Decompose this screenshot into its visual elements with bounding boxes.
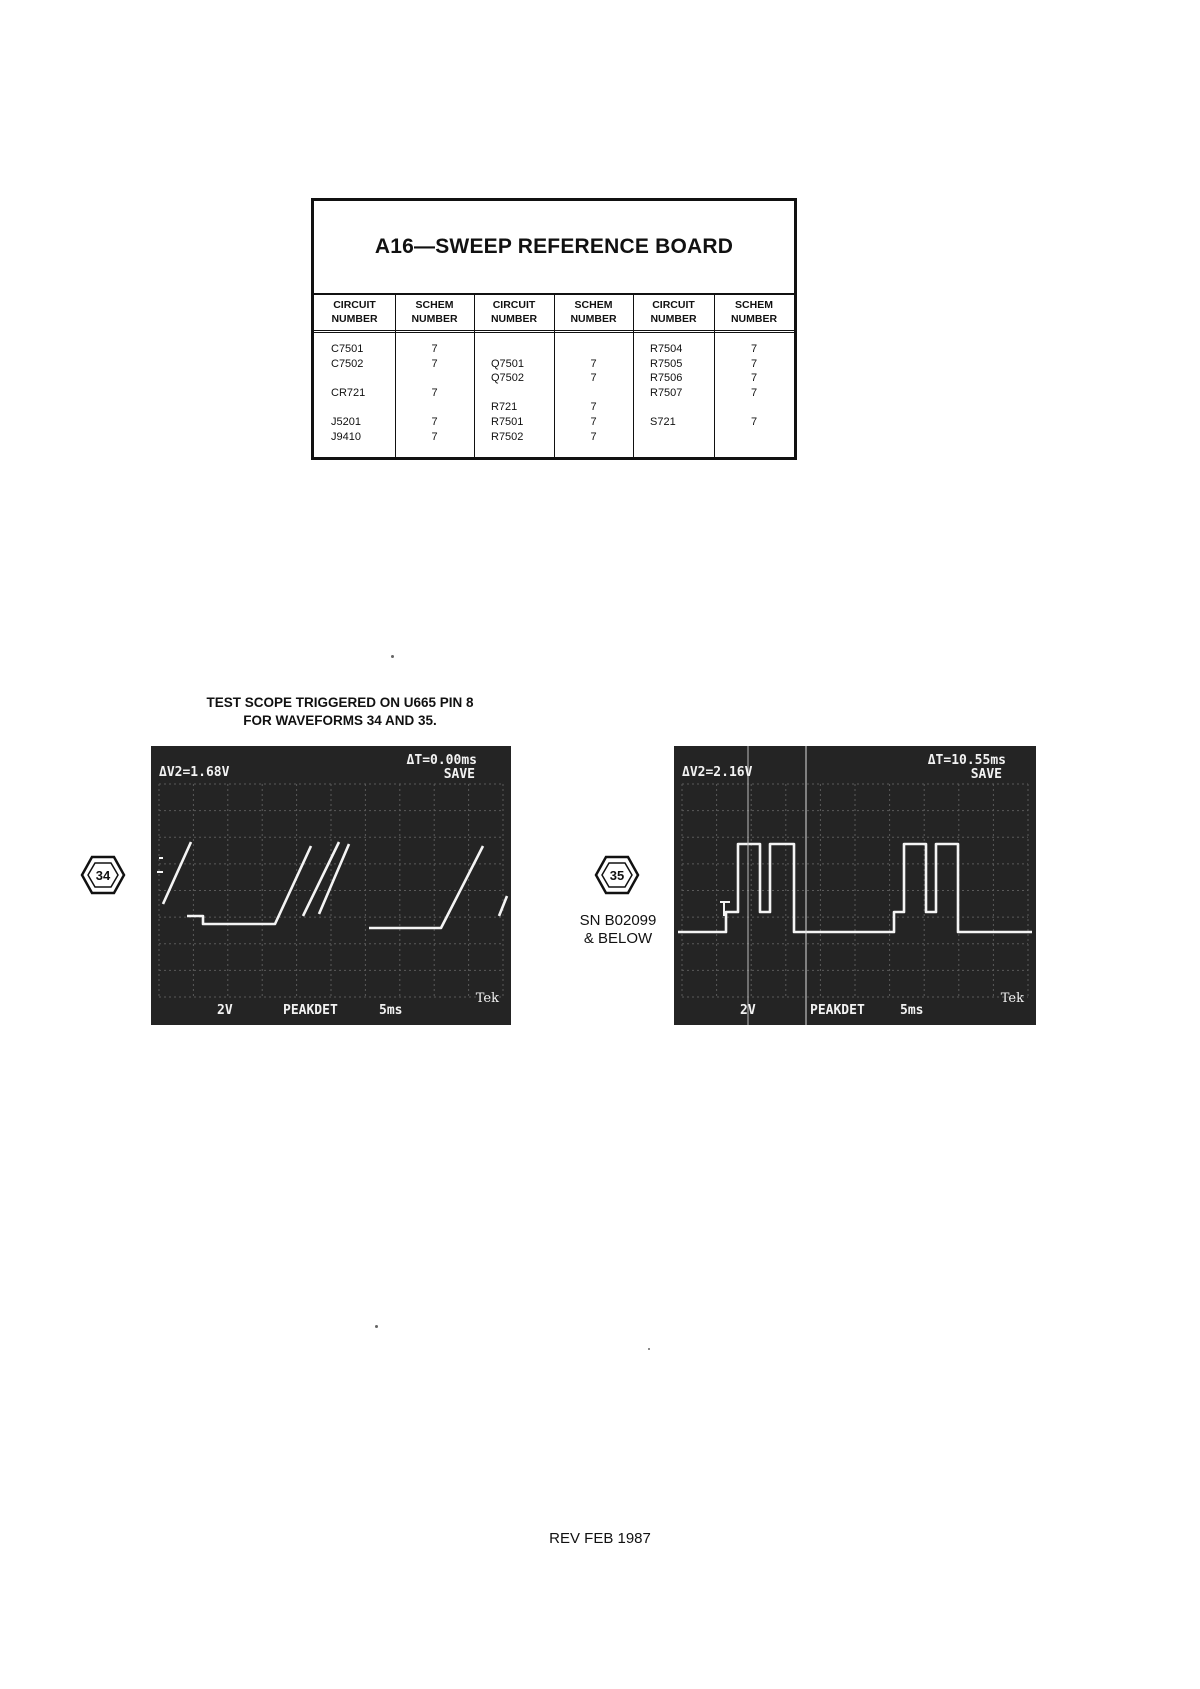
scan-speck: [375, 1325, 378, 1328]
waveform-35-number: 35: [609, 867, 625, 883]
scan-speck: [391, 655, 394, 658]
scope-screen-35: [674, 746, 1036, 1025]
readout-delta-v: ΔV2=2.16V: [682, 765, 753, 780]
circuit-number-cell: C7502: [331, 357, 364, 370]
column-header-line: SCHEM: [735, 298, 773, 311]
readout-acq-mode: PEAKDET: [283, 1003, 338, 1018]
circuit-number-cell: CR721: [331, 386, 366, 399]
schem-number-cell: 7: [590, 416, 597, 428]
column-header: [395, 293, 474, 333]
readout-volts-div: 2V: [740, 1003, 756, 1018]
schem-number-cell: 7: [590, 372, 597, 385]
circuit-number-cell: J5201: [331, 416, 361, 428]
readout-mode: SAVE: [970, 767, 1002, 782]
table-column: [395, 293, 475, 457]
column-header-line: NUMBER: [730, 312, 778, 325]
circuit-number-cell: R7506: [650, 372, 683, 385]
waveform-35-badge: [594, 855, 640, 895]
caption-line-1: TEST SCOPE TRIGGERED ON U665 PIN 8: [206, 695, 474, 710]
schem-number-cell: 7: [431, 386, 438, 399]
schem-number-cell: 7: [590, 430, 597, 443]
schem-number-cell: 7: [431, 343, 438, 355]
schem-number-cell: 7: [431, 416, 438, 428]
circuit-number-cell: R7502: [491, 430, 524, 443]
table-column: [314, 293, 396, 457]
table-column: [474, 293, 555, 457]
readout-delta-t: ΔT=0.00ms: [406, 753, 477, 768]
reference-table: [311, 198, 797, 460]
schem-number-cell: 7: [431, 357, 438, 370]
tek-logo: Tek: [1000, 991, 1024, 1006]
schem-number-cell: 7: [590, 357, 597, 370]
readout-volts-div: 2V: [217, 1003, 233, 1018]
circuit-number-cell: Q7501: [491, 357, 525, 370]
tek-logo: Tek: [475, 991, 499, 1006]
circuit-number-cell: R721: [491, 401, 518, 414]
column-header: [554, 293, 633, 333]
readout-time-div: 5ms: [900, 1003, 924, 1018]
table-title: A16—SWEEP REFERENCE BOARD: [314, 201, 794, 295]
column-header: [474, 293, 554, 333]
schem-number-cell: 7: [750, 416, 758, 428]
table-column: [554, 293, 634, 457]
circuit-number-cell: R7505: [650, 357, 683, 370]
column-header: [714, 293, 794, 333]
readout-acq-mode: PEAKDET: [810, 1003, 865, 1018]
cursor-marker: [720, 902, 730, 916]
circuit-number-cell: R7504: [650, 343, 683, 355]
schem-number-cell: 7: [750, 357, 758, 370]
schem-number-cell: 7: [590, 401, 597, 414]
schem-number-cell: 7: [750, 386, 758, 399]
scope-screen-34: [151, 746, 511, 1025]
table-column: [633, 293, 715, 457]
sn-note-line-2: & BELOW: [583, 930, 653, 947]
trigger-marker: [157, 858, 163, 872]
scan-speck: [648, 1348, 650, 1350]
column-header-line: CIRCUIT: [333, 298, 376, 311]
waveform-34-badge: [80, 855, 126, 895]
schem-number-cell: 7: [750, 372, 758, 385]
column-header-line: NUMBER: [490, 312, 538, 325]
sn-note-line-1: SN B02099: [579, 912, 657, 929]
circuit-number-cell: R7507: [650, 386, 683, 399]
table-column: [714, 293, 794, 457]
column-header: [314, 293, 395, 333]
column-header: [633, 293, 714, 333]
circuit-number-cell: S721: [650, 416, 676, 428]
column-header-line: NUMBER: [411, 312, 458, 325]
revision-footer: REV FEB 1987: [549, 1530, 651, 1547]
schem-number-cell: 7: [431, 430, 438, 443]
circuit-number-cell: C7501: [331, 343, 364, 355]
serial-number-note: [568, 912, 668, 948]
column-header-line: CIRCUIT: [492, 298, 536, 311]
circuit-number-cell: J9410: [331, 430, 361, 443]
column-header-line: NUMBER: [650, 312, 697, 325]
column-header-line: CIRCUIT: [652, 298, 695, 311]
column-header-line: SCHEM: [574, 298, 613, 311]
column-header-line: NUMBER: [570, 312, 617, 325]
circuit-number-cell: Q7502: [491, 372, 525, 385]
scope-trace-34: [151, 746, 511, 1025]
circuit-number-cell: R7501: [491, 416, 524, 428]
readout-delta-t: ΔT=10.55ms: [927, 753, 1006, 768]
caption-line-2: FOR WAVEFORMS 34 AND 35.: [243, 713, 437, 728]
ramp-waveform: [163, 842, 507, 928]
scope-trace-35: [674, 746, 1036, 1025]
column-header-line: NUMBER: [331, 312, 378, 325]
readout-mode: SAVE: [443, 767, 475, 782]
scope-caption: [140, 694, 540, 730]
readout-time-div: 5ms: [379, 1003, 403, 1018]
schem-number-cell: 7: [750, 343, 758, 355]
waveform-34-number: 34: [95, 867, 111, 883]
column-header-line: SCHEM: [415, 298, 454, 311]
pulse-waveform: [678, 844, 1032, 932]
readout-delta-v: ΔV2=1.68V: [159, 765, 230, 780]
